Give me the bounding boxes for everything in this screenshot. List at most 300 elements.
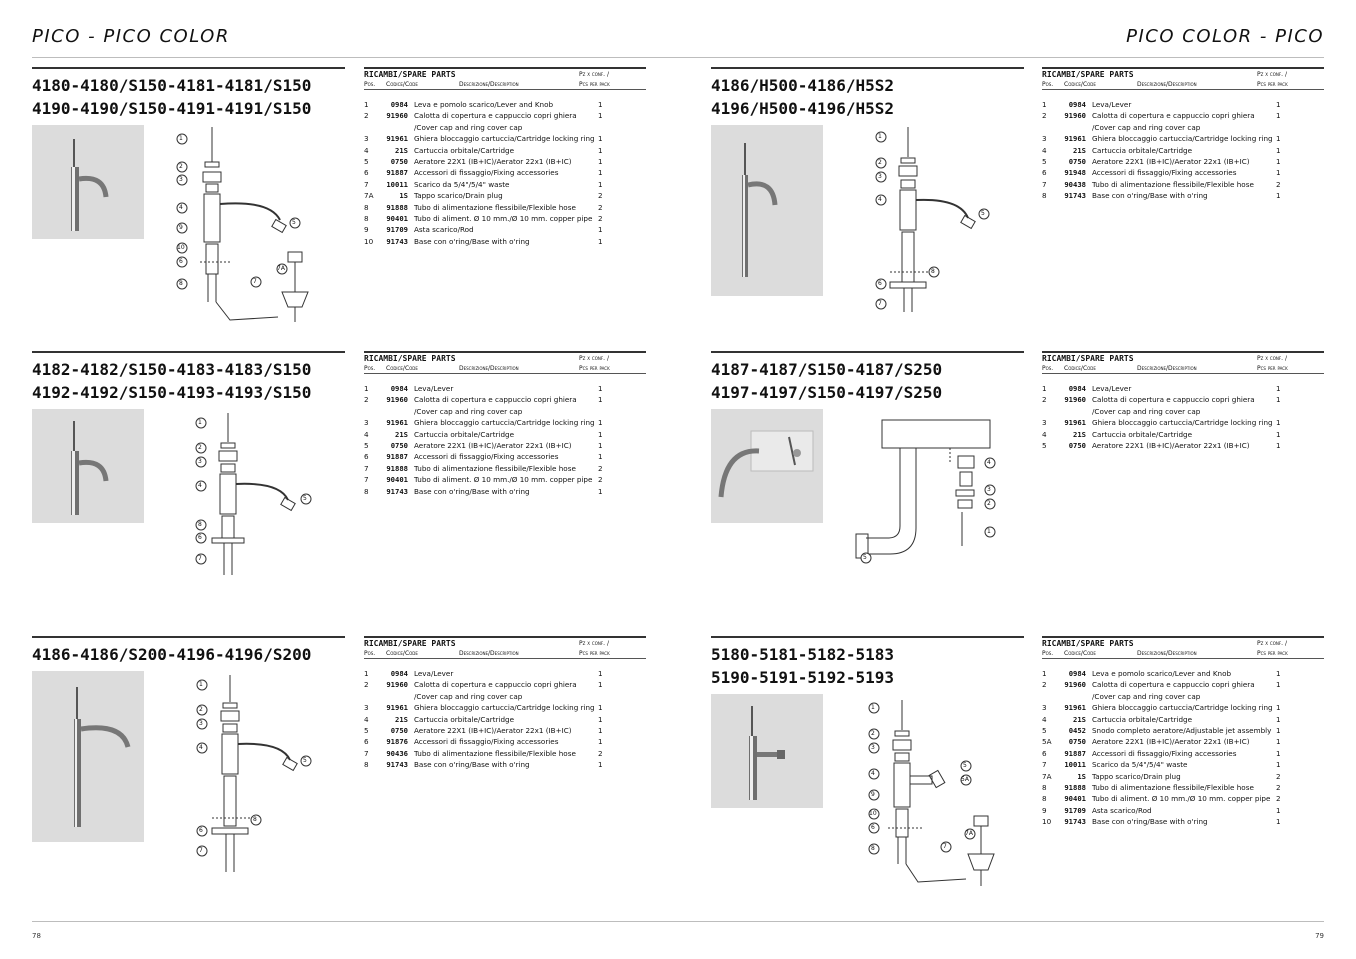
part-quantity: 1 bbox=[598, 384, 603, 393]
part-code: 91743 bbox=[386, 236, 408, 246]
part-row bbox=[1042, 782, 1296, 793]
part-description: /Cover cap and ring cover cap bbox=[414, 406, 523, 416]
part-description: Aeratore 22X1 (IB+IC)/Aerator 22x1 (IB+IC) bbox=[1092, 737, 1250, 747]
part-row bbox=[364, 145, 618, 156]
part-code: 0750 bbox=[390, 441, 408, 451]
part-row bbox=[1042, 406, 1296, 417]
part-code bbox=[384, 406, 414, 417]
product-title bbox=[711, 358, 942, 404]
part-code: 91887 bbox=[386, 168, 408, 178]
part-row bbox=[364, 725, 618, 736]
pcs-heading: Pcs per pack bbox=[579, 650, 610, 657]
part-quantity: 1 bbox=[598, 134, 603, 144]
part-code: 0452 bbox=[1068, 726, 1086, 736]
part-description: Calotta di copertura e cappuccio copri ghiera bbox=[414, 680, 577, 690]
part-code bbox=[1062, 122, 1092, 133]
part-position: 2 bbox=[1042, 395, 1047, 405]
callout-label: 4 bbox=[198, 482, 202, 489]
part-row bbox=[364, 486, 618, 497]
callout-label: 4 bbox=[878, 196, 882, 203]
desc-heading: Descrizione/Description bbox=[1137, 365, 1197, 372]
callout-label: 6 bbox=[198, 534, 202, 541]
part-description: Tubo di alimentazione flessibile/Flexible hose bbox=[414, 463, 576, 473]
part-quantity: 1 bbox=[598, 680, 603, 690]
part-code: 0984 bbox=[1068, 384, 1086, 393]
part-row bbox=[1042, 748, 1296, 759]
product-title-line: 4180-4180/S150-4181-4181/S150 bbox=[32, 76, 312, 95]
part-row bbox=[1042, 736, 1296, 747]
pcs-heading: Pcs per pack bbox=[1257, 650, 1288, 657]
part-description: Leva/Lever bbox=[1092, 384, 1132, 393]
parts-list bbox=[1042, 99, 1296, 202]
part-description: Accessori di fissaggio/Fixing accessories bbox=[1092, 168, 1237, 178]
callout-label: 5 bbox=[303, 757, 307, 764]
part-quantity: 2 bbox=[1276, 179, 1281, 189]
part-quantity: 1 bbox=[1276, 680, 1281, 690]
part-code: 91887 bbox=[386, 452, 408, 462]
code-heading: Codice/Code bbox=[386, 365, 418, 372]
callout-label: 7 bbox=[199, 847, 203, 854]
callout-labels bbox=[850, 416, 1000, 566]
callout-label: 7 bbox=[943, 843, 947, 850]
part-code bbox=[384, 691, 414, 702]
product-photo bbox=[711, 125, 823, 296]
parts-list bbox=[1042, 383, 1296, 451]
table-divider bbox=[1042, 658, 1324, 659]
callout-label: 1 bbox=[878, 133, 882, 140]
part-quantity: 1 bbox=[1276, 134, 1281, 144]
part-quantity: 1 bbox=[598, 441, 603, 451]
part-row bbox=[1042, 440, 1296, 451]
part-row bbox=[364, 202, 618, 213]
callout-label: 2 bbox=[198, 444, 202, 451]
desc-heading: Descrizione/Description bbox=[1137, 81, 1197, 88]
pcs-heading: Pcs per pack bbox=[1257, 365, 1288, 372]
part-description: Cartuccia orbitale/Cartridge bbox=[414, 714, 515, 724]
desc-heading: Descrizione/Description bbox=[1137, 650, 1197, 657]
pcs-heading: Pcs per pack bbox=[579, 81, 610, 88]
spare-parts-table bbox=[364, 67, 646, 267]
callout-label: 1 bbox=[199, 681, 203, 688]
part-position: 9 bbox=[1042, 805, 1047, 815]
part-quantity: 1 bbox=[1276, 726, 1281, 736]
part-position: 5 bbox=[364, 726, 369, 736]
callout-label: 9 bbox=[179, 224, 183, 231]
part-row bbox=[1042, 383, 1296, 394]
part-description: Ghiera bloccaggio cartuccia/Cartridge locking ring bbox=[1092, 418, 1273, 428]
part-row bbox=[364, 213, 618, 224]
part-code: 0750 bbox=[1068, 441, 1086, 451]
part-code: 90401 bbox=[1064, 794, 1086, 804]
part-code: 21S bbox=[1073, 429, 1086, 439]
parts-list bbox=[364, 668, 618, 771]
part-code: 91961 bbox=[1064, 418, 1086, 428]
part-quantity: 1 bbox=[1276, 418, 1281, 428]
part-quantity: 2 bbox=[598, 191, 603, 201]
table-divider bbox=[1042, 373, 1324, 374]
part-row bbox=[364, 759, 618, 770]
part-code: 0750 bbox=[390, 157, 408, 167]
part-row bbox=[1042, 691, 1296, 702]
part-description: Ghiera bloccaggio cartuccia/Cartridge locking ring bbox=[1092, 134, 1273, 144]
part-quantity: 1 bbox=[598, 669, 603, 678]
callout-label: 8 bbox=[179, 280, 183, 287]
spare-parts-table bbox=[364, 636, 646, 796]
part-row bbox=[1042, 759, 1296, 770]
part-position: 5A bbox=[1042, 737, 1052, 747]
part-description: Calotta di copertura e cappuccio copri ghiera bbox=[414, 395, 577, 405]
part-description: Ghiera bloccaggio cartuccia/Cartridge locking ring bbox=[1092, 703, 1273, 713]
part-position: 2 bbox=[364, 111, 369, 121]
spare-parts-heading: RICAMBI/SPARE PARTS bbox=[364, 70, 456, 79]
product-photo bbox=[32, 125, 144, 239]
callout-label: 7 bbox=[198, 555, 202, 562]
table-rule bbox=[364, 351, 646, 353]
callout-label: 10 bbox=[177, 244, 185, 251]
part-position bbox=[1042, 122, 1062, 133]
callout-label: 3 bbox=[878, 173, 882, 180]
part-position bbox=[364, 406, 384, 417]
part-row bbox=[364, 736, 618, 747]
part-description: Aeratore 22X1 (IB+IC)/Aerator 22x1 (IB+IC) bbox=[1092, 157, 1250, 167]
part-row bbox=[1042, 417, 1296, 428]
callout-label: 6 bbox=[878, 280, 882, 287]
part-row bbox=[364, 702, 618, 713]
part-description: Cartuccia orbitale/Cartridge bbox=[1092, 145, 1193, 155]
part-code bbox=[384, 122, 414, 133]
product-title-line: 4196/H500-4196/H5S2 bbox=[711, 99, 895, 118]
callout-label: 6 bbox=[199, 827, 203, 834]
part-row bbox=[1042, 99, 1296, 110]
callout-label: 5 bbox=[981, 210, 985, 217]
part-code: 1S bbox=[1077, 771, 1086, 781]
part-position: 1 bbox=[1042, 384, 1047, 393]
part-position: 7 bbox=[364, 475, 369, 485]
part-code: 21S bbox=[1073, 145, 1086, 155]
callout-label: 7A bbox=[965, 830, 973, 837]
part-quantity: 1 bbox=[598, 236, 603, 246]
part-quantity: 1 bbox=[1276, 145, 1281, 155]
part-quantity: 1 bbox=[598, 726, 603, 736]
part-position: 6 bbox=[364, 168, 369, 178]
part-position: 7 bbox=[1042, 760, 1047, 770]
part-position: 7A bbox=[1042, 771, 1052, 781]
part-code: 21S bbox=[395, 145, 408, 155]
part-quantity: 1 bbox=[598, 737, 603, 747]
part-quantity: 1 bbox=[598, 225, 603, 235]
part-quantity: 1 bbox=[598, 168, 603, 178]
part-position: 1 bbox=[1042, 669, 1047, 678]
pos-heading: Pos. bbox=[364, 81, 376, 88]
callout-label: 8 bbox=[871, 845, 875, 852]
pz-heading: Pz x conf. / bbox=[1257, 355, 1287, 362]
part-description: Accessori di fissaggio/Fixing accessories bbox=[414, 737, 559, 747]
part-row bbox=[1042, 190, 1296, 201]
part-position: 1 bbox=[364, 669, 369, 678]
part-row bbox=[1042, 133, 1296, 144]
part-code: 91743 bbox=[386, 486, 408, 496]
pos-heading: Pos. bbox=[1042, 650, 1054, 657]
header-divider bbox=[32, 57, 1324, 58]
part-description: Aeratore 22X1 (IB+IC)/Aerator 22x1 (IB+IC) bbox=[414, 726, 572, 736]
section-rule bbox=[32, 351, 345, 353]
part-position: 3 bbox=[364, 134, 369, 144]
part-quantity: 1 bbox=[1276, 384, 1281, 393]
part-quantity: 1 bbox=[1276, 395, 1281, 405]
part-position: 7 bbox=[364, 179, 369, 189]
callout-label: 9 bbox=[871, 791, 875, 798]
part-row bbox=[364, 122, 618, 133]
part-code: 91960 bbox=[386, 680, 408, 690]
part-code: 0984 bbox=[390, 384, 408, 393]
callout-label: 4 bbox=[987, 459, 991, 466]
part-code: 0984 bbox=[390, 100, 408, 109]
part-description: Accessori di fissaggio/Fixing accessories bbox=[414, 452, 559, 462]
part-row bbox=[364, 679, 618, 690]
part-position: 2 bbox=[1042, 111, 1047, 121]
product-title-line: 5190-5191-5192-5193 bbox=[711, 668, 895, 687]
part-row bbox=[364, 474, 618, 485]
part-quantity: 2 bbox=[598, 748, 603, 758]
part-position: 4 bbox=[1042, 145, 1047, 155]
part-description: /Cover cap and ring cover cap bbox=[1092, 691, 1201, 701]
callout-label: 7 bbox=[878, 300, 882, 307]
part-quantity: 1 bbox=[598, 452, 603, 462]
part-code: 91961 bbox=[1064, 703, 1086, 713]
part-position: 6 bbox=[364, 452, 369, 462]
part-description: Ghiera bloccaggio cartuccia/Cartridge locking ring bbox=[414, 134, 595, 144]
code-heading: Codice/Code bbox=[386, 81, 418, 88]
table-divider bbox=[364, 89, 646, 90]
callout-label: 3 bbox=[179, 176, 183, 183]
callout-label: 8 bbox=[931, 268, 935, 275]
part-row bbox=[1042, 145, 1296, 156]
part-description: Accessori di fissaggio/Fixing accessories bbox=[1092, 748, 1237, 758]
product-title bbox=[32, 358, 311, 404]
parts-list bbox=[364, 383, 618, 497]
pz-heading: Pz x conf. / bbox=[1257, 640, 1287, 647]
callout-label: 10 bbox=[869, 810, 877, 817]
part-code bbox=[1062, 691, 1092, 702]
faucet-image bbox=[32, 671, 144, 842]
pos-heading: Pos. bbox=[1042, 81, 1054, 88]
part-code: 91960 bbox=[386, 111, 408, 121]
part-quantity: 2 bbox=[598, 463, 603, 473]
footer-divider bbox=[32, 921, 1324, 922]
part-position: 10 bbox=[1042, 817, 1052, 827]
callout-label: 5 bbox=[963, 762, 967, 769]
part-position: 2 bbox=[364, 395, 369, 405]
part-description: /Cover cap and ring cover cap bbox=[1092, 406, 1201, 416]
part-description: Tubo di aliment. Ø 10 mm./Ø 10 mm. copper pipe bbox=[414, 214, 593, 224]
part-row bbox=[364, 429, 618, 440]
part-position: 3 bbox=[1042, 418, 1047, 428]
part-quantity: 1 bbox=[598, 100, 603, 109]
product-title-line: 4197-4197/S150-4197/S250 bbox=[711, 383, 943, 402]
part-row bbox=[1042, 702, 1296, 713]
part-description: Base con o'ring/Base with o'ring bbox=[414, 486, 530, 496]
part-position: 6 bbox=[1042, 168, 1047, 178]
part-description: Tappo scarico/Drain plug bbox=[414, 191, 503, 201]
part-position: 3 bbox=[364, 418, 369, 428]
part-quantity bbox=[598, 691, 618, 702]
part-quantity: 2 bbox=[1276, 794, 1281, 804]
part-quantity: 1 bbox=[1276, 737, 1281, 747]
part-quantity: 1 bbox=[1276, 760, 1281, 770]
table-rule bbox=[1042, 351, 1324, 353]
part-code: 91888 bbox=[386, 463, 408, 473]
section-rule bbox=[711, 351, 1024, 353]
part-position: 8 bbox=[1042, 191, 1047, 201]
pos-heading: Pos. bbox=[364, 650, 376, 657]
part-description: Tubo di alimentazione flessibile/Flexible hose bbox=[1092, 783, 1254, 793]
part-position: 4 bbox=[1042, 429, 1047, 439]
product-title-line: 4190-4190/S150-4191-4191/S150 bbox=[32, 99, 312, 118]
part-code: 91743 bbox=[386, 760, 408, 770]
part-quantity: 1 bbox=[1276, 669, 1281, 678]
part-code: 91961 bbox=[386, 418, 408, 428]
part-description: Tubo di alimentazione flessibile/Flexible hose bbox=[414, 748, 576, 758]
part-description: Accessori di fissaggio/Fixing accessories bbox=[414, 168, 559, 178]
part-code: 0984 bbox=[390, 669, 408, 678]
part-row bbox=[364, 714, 618, 725]
part-description: Leva/Lever bbox=[1092, 100, 1132, 109]
part-row bbox=[364, 110, 618, 121]
part-position: 9 bbox=[364, 225, 369, 235]
part-position: 5 bbox=[364, 441, 369, 451]
part-code: 91961 bbox=[386, 703, 408, 713]
code-heading: Codice/Code bbox=[1064, 365, 1096, 372]
part-code: 90401 bbox=[386, 475, 408, 485]
part-row bbox=[364, 691, 618, 702]
part-quantity: 1 bbox=[598, 760, 603, 770]
part-description: Tubo di aliment. Ø 10 mm./Ø 10 mm. copper pipe bbox=[414, 475, 593, 485]
part-description: Aeratore 22X1 (IB+IC)/Aerator 22x1 (IB+IC) bbox=[414, 441, 572, 451]
product-title-line: 4192-4192/S150-4193-4193/S150 bbox=[32, 383, 312, 402]
part-row bbox=[364, 99, 618, 110]
part-position: 4 bbox=[364, 714, 369, 724]
part-code: 91887 bbox=[1064, 748, 1086, 758]
part-row bbox=[364, 748, 618, 759]
part-row bbox=[364, 440, 618, 451]
part-row bbox=[364, 394, 618, 405]
product-title bbox=[32, 74, 311, 120]
part-row bbox=[364, 668, 618, 679]
part-quantity: 1 bbox=[1276, 817, 1281, 827]
part-position: 7 bbox=[364, 463, 369, 473]
part-code: 91960 bbox=[1064, 680, 1086, 690]
part-row bbox=[364, 224, 618, 235]
spare-parts-heading: RICAMBI/SPARE PARTS bbox=[1042, 354, 1134, 363]
part-row bbox=[1042, 771, 1296, 782]
part-position: 8 bbox=[1042, 794, 1047, 804]
callout-label: 5 bbox=[863, 554, 867, 561]
part-position: 1 bbox=[1042, 100, 1047, 109]
page-number-left: 78 bbox=[32, 932, 41, 940]
spare-parts-table bbox=[1042, 67, 1324, 227]
callout-label: 1 bbox=[198, 419, 202, 426]
part-quantity: 1 bbox=[598, 395, 603, 405]
table-divider bbox=[364, 373, 646, 374]
part-code: 21S bbox=[1073, 714, 1086, 724]
callout-label: 4 bbox=[179, 204, 183, 211]
part-row bbox=[1042, 816, 1296, 827]
part-row bbox=[364, 190, 618, 201]
part-position bbox=[364, 691, 384, 702]
callout-label: 3 bbox=[198, 458, 202, 465]
part-quantity: 1 bbox=[598, 157, 603, 167]
part-code: 91743 bbox=[1064, 817, 1086, 827]
pz-heading: Pz x conf. / bbox=[1257, 71, 1287, 78]
part-position: 4 bbox=[1042, 714, 1047, 724]
exploded-drawing bbox=[190, 410, 320, 580]
callout-label: 4 bbox=[199, 744, 203, 751]
part-row bbox=[1042, 668, 1296, 679]
part-description: Asta scarico/Rod bbox=[414, 225, 474, 235]
product-title-line: 4182-4182/S150-4183-4183/S150 bbox=[32, 360, 312, 379]
part-description: Base con o'ring/Base with o'ring bbox=[1092, 191, 1208, 201]
part-row bbox=[1042, 122, 1296, 133]
part-code: 91888 bbox=[1064, 783, 1086, 793]
spare-parts-table bbox=[1042, 636, 1324, 836]
part-position: 3 bbox=[1042, 134, 1047, 144]
part-code: 91743 bbox=[1064, 191, 1086, 201]
part-position bbox=[364, 122, 384, 133]
faucet-image bbox=[32, 409, 144, 523]
spare-parts-heading: RICAMBI/SPARE PARTS bbox=[1042, 70, 1134, 79]
page-header-left: PICO - PICO COLOR bbox=[32, 26, 230, 47]
part-code: 91888 bbox=[386, 202, 408, 212]
part-row bbox=[1042, 156, 1296, 167]
part-quantity: 1 bbox=[1276, 748, 1281, 758]
callout-label: 2 bbox=[987, 500, 991, 507]
part-row bbox=[364, 133, 618, 144]
part-description: Aeratore 22X1 (IB+IC)/Aerator 22x1 (IB+IC) bbox=[414, 157, 572, 167]
part-quantity: 2 bbox=[1276, 783, 1281, 793]
part-position: 8 bbox=[364, 486, 369, 496]
spare-parts-heading: RICAMBI/SPARE PARTS bbox=[364, 639, 456, 648]
part-quantity: 1 bbox=[1276, 111, 1281, 121]
part-position: 1 bbox=[364, 100, 369, 109]
callout-label: 5A bbox=[961, 776, 969, 783]
part-position: 4 bbox=[364, 429, 369, 439]
part-code: 91709 bbox=[1064, 805, 1086, 815]
part-description: Tappo scarico/Drain plug bbox=[1092, 771, 1181, 781]
part-quantity: 1 bbox=[598, 703, 603, 713]
part-code: 91961 bbox=[1064, 134, 1086, 144]
code-heading: Codice/Code bbox=[1064, 650, 1096, 657]
table-rule bbox=[364, 636, 646, 638]
part-code: 0984 bbox=[1068, 669, 1086, 678]
part-code: 21S bbox=[395, 429, 408, 439]
part-description: Leva/Lever bbox=[414, 669, 454, 678]
exploded-drawing bbox=[850, 416, 1000, 566]
spare-parts-heading: RICAMBI/SPARE PARTS bbox=[364, 354, 456, 363]
spare-parts-table bbox=[1042, 351, 1324, 471]
part-quantity: 2 bbox=[1276, 771, 1281, 781]
faucet-image bbox=[711, 409, 823, 523]
exploded-drawing bbox=[870, 122, 1000, 317]
section-rule bbox=[32, 67, 345, 69]
pcs-heading: Pcs per pack bbox=[1257, 81, 1288, 88]
callout-label: 2 bbox=[871, 730, 875, 737]
part-code: 0750 bbox=[390, 726, 408, 736]
callout-label: 4 bbox=[871, 770, 875, 777]
part-position: 8 bbox=[364, 760, 369, 770]
part-position: 5 bbox=[364, 157, 369, 167]
part-description: Aeratore 22X1 (IB+IC)/Aerator 22x1 (IB+IC) bbox=[1092, 441, 1250, 451]
page-number-right: 79 bbox=[1315, 932, 1324, 940]
